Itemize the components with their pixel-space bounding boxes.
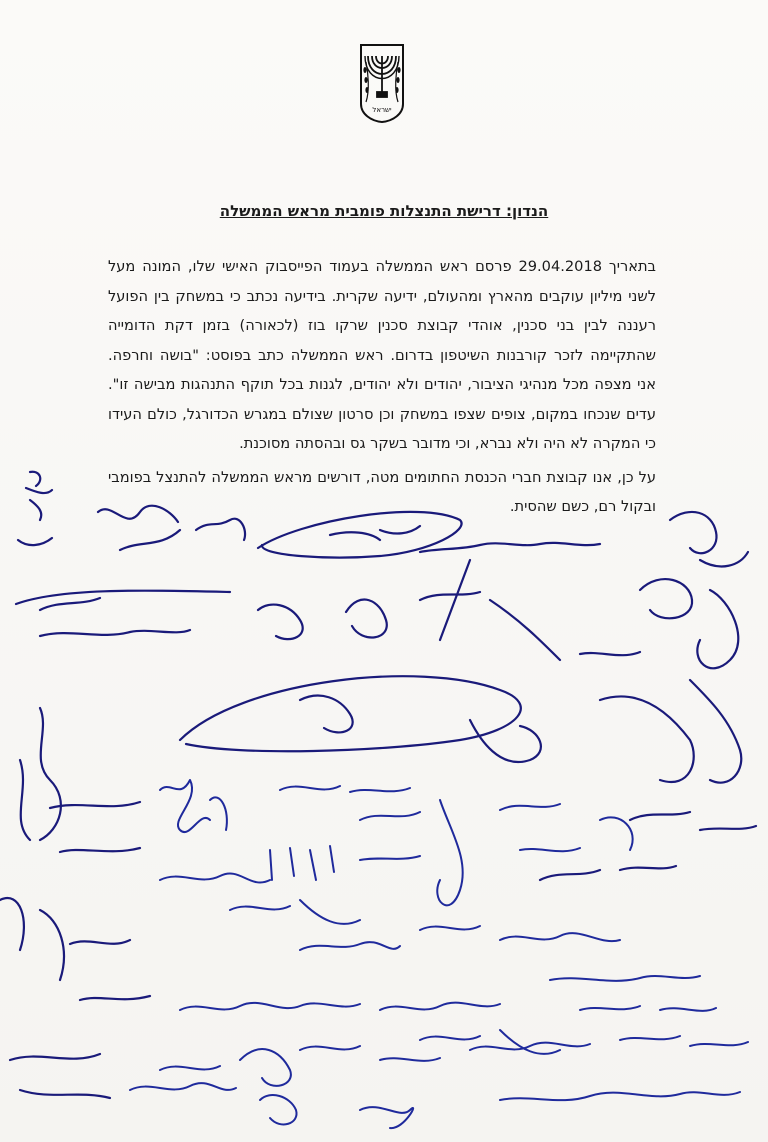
signature-mark <box>490 600 560 660</box>
letter-body <box>108 252 656 522</box>
signature-mark <box>180 676 521 751</box>
signature-mark <box>130 1083 236 1090</box>
signature-mark <box>160 780 210 832</box>
state-emblem-menorah-icon <box>358 42 406 124</box>
signature-mark <box>470 720 541 762</box>
signature-mark <box>280 786 410 792</box>
signature-mark <box>690 680 741 783</box>
signature-mark <box>360 1107 413 1128</box>
signature-mark <box>300 942 400 950</box>
signature-mark <box>580 652 640 655</box>
signature-mark <box>437 800 462 905</box>
signature-mark <box>300 1046 440 1061</box>
closing-paragraph: על כן, אנו קבוצת חברי הכנסת החתומים מטה, דורשים מראש הממשלה להתנצל בפומבי ובקול רם, כשם שהסית. <box>108 468 656 515</box>
signature-mark <box>360 812 420 860</box>
signature-mark <box>346 600 387 638</box>
signature-mark <box>300 696 353 733</box>
signature-mark <box>697 590 738 668</box>
signature-mark <box>420 1030 560 1054</box>
signature-mark <box>640 579 692 618</box>
body-paragraph: בתאריך 29.04.2018 פרסם ראש הממשלה בעמוד הפייסבוק האישי שלו, המונה מעל לשני מיליון עוקבים מהארץ ומהעולם, ידיעה שקרית. בידיעה נכתב כי במשחק בין הפועל רעננה לבין בני סכנין, אוהדי קבוצת סכנין שרקו בוז (לכאורה) בזמן דקת הדומייה שהתקיימה לזכר קורבנות השיטפון בדרום. ראש הממשלה כתב בפוסט: "בושה וחרפה. אני מצפה מכל מנהיגי הציבור, יהודים ולא יהודים, לגנות בכל תוקף התנהגות מבישה זו". עדים שנכחו במקום, צופים שצפו במשחק וכן סרטון שצולם במגרש הכדורגל, כולם העידו כי המקרה לא היה ולא נברא, וכי מדובר בשקר גס ובהסתה מסוכנת. <box>108 258 656 452</box>
signature-mark <box>420 560 480 640</box>
signature-mark <box>330 526 420 540</box>
signature-mark <box>470 1043 590 1050</box>
signature-mark <box>180 1003 360 1010</box>
signature-mark <box>600 817 633 850</box>
signature-mark <box>258 605 303 640</box>
signature-mark <box>50 802 140 852</box>
signature-mark <box>16 591 230 610</box>
signature-mark <box>500 804 580 851</box>
signature-mark <box>260 1095 297 1124</box>
signature-mark <box>160 874 270 883</box>
signature-mark <box>420 543 600 552</box>
signature-mark <box>630 812 756 830</box>
signature-mark <box>500 1092 740 1100</box>
signature-mark <box>500 933 620 941</box>
signature-mark <box>230 900 360 924</box>
signature-mark <box>20 708 61 840</box>
signature-mark <box>620 1036 748 1046</box>
signature-mark <box>420 926 480 930</box>
signature-mark <box>580 1006 716 1011</box>
signature-mark <box>550 976 700 981</box>
letter-subject: הנדון: דרישת התנצלות פומבית מראש הממשלה <box>219 202 549 220</box>
signature-mark <box>0 898 64 980</box>
signature-mark <box>10 1054 110 1098</box>
signature-mark <box>600 696 694 782</box>
signature-mark <box>160 1049 291 1086</box>
signature-mark <box>210 797 227 830</box>
signature-mark <box>196 519 245 540</box>
emblem-caption: ישראל <box>372 106 392 114</box>
signature-mark <box>670 512 748 567</box>
signature-mark <box>120 530 180 550</box>
signature-mark <box>270 846 334 880</box>
signature-mark <box>540 866 676 880</box>
signature-mark <box>380 1003 500 1010</box>
signature-mark <box>18 472 52 545</box>
signature-mark <box>70 940 150 1000</box>
signature-mark <box>40 630 190 636</box>
